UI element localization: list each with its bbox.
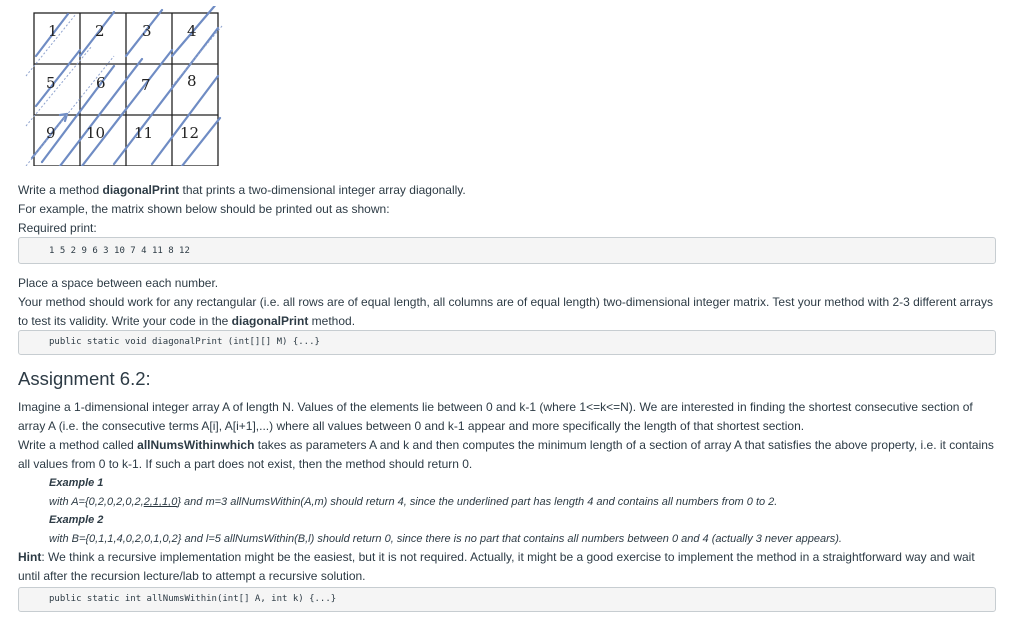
all-nums-within-signature: public static int allNumsWithin(int[] A, int k) {...} (18, 587, 996, 612)
cell-9: 9 (46, 124, 56, 142)
intro-line-2: For example, the matrix shown below should be printed out as shown: (18, 202, 390, 216)
intro-line-1 (18, 181, 998, 200)
intro-line-4: Place a space between each number. (18, 276, 219, 290)
intro-line-5-post: method. (308, 314, 356, 328)
cell-5: 5 (46, 74, 56, 92)
cell-1: 1 (48, 22, 58, 40)
cell-6: 6 (96, 74, 106, 92)
cell-12: 12 (180, 124, 200, 142)
assignment-method-name: allNumsWithinwhich (137, 438, 255, 452)
example-1-underlined: 2,1,1,0 (143, 496, 178, 508)
cell-3: 3 (142, 22, 152, 40)
intro-line-1-post: that prints a two-dimensional integer array diagonally. (179, 183, 466, 197)
required-print-box: 1 5 2 9 6 3 10 7 4 11 8 12 (18, 237, 996, 264)
intro-line-1-pre: Write a method (18, 183, 103, 197)
diagonal-print-signature: public static void diagonalPrint (int[][] M) {...} (18, 330, 996, 355)
matrix-svg (22, 6, 224, 166)
assignment-title: Assignment 6.2: (18, 368, 151, 389)
hint-text: : We think a recursive implementation might be the easiest, but it is not required. Actually, it might be a good exercise to implement the method in a straightforward way and wait until after the recursion lecture/lab to attempt a recursive solution. (18, 550, 975, 583)
example-2-title: Example 2 (49, 514, 104, 526)
cell-7: 7 (141, 76, 151, 94)
cell-11: 11 (134, 124, 154, 142)
assignment-para-2-post: takes as parameters A and k and then computes the minimum length of a section of array A that satisfies the above property, i.e. it contains all values from 0 to k-1. If such a part does not exist, then the method should return 0. (18, 438, 994, 471)
example-1-pre: with A={0,2,0,2,0,2, (49, 496, 144, 508)
cell-2: 2 (95, 22, 105, 40)
hint-paragraph (18, 548, 998, 586)
intro-line-5 (18, 293, 998, 331)
hint-label: Hint (18, 550, 42, 564)
example-1-text (49, 493, 999, 512)
cell-8: 8 (187, 72, 197, 90)
example-1-title: Example 1 (49, 477, 104, 489)
cell-10: 10 (86, 124, 106, 142)
assignment-para-2 (18, 436, 998, 474)
example-2-text: with B={0,1,1,4,0,2,0,1,0,2} and l=5 allNumsWithin(B,l) should return 0, since there is no part that contains all numbers between 0 and 4 (actually 3 never appears). (49, 533, 842, 545)
cell-4: 4 (187, 22, 197, 40)
assignment-para-1: Imagine a 1-dimensional integer array A of length N. Values of the elements lie between 0 and k-1 (where 1<=k<=N). We are interested in finding the shortest consecutive section of array A (i.e. the consecutive terms A[i], A[i+1],...) where all values between 0 and k-1 appear and more specifically the length of that shortest section. (18, 400, 973, 433)
assignment-para-2-pre: Write a method called (18, 438, 138, 452)
intro-line-3: Required print: (18, 221, 97, 235)
example-1-post: } and m=3 allNumsWithin(A,m) should return 4, since the underlined part has length 4 and contains all numbers from 0 to 2. (177, 496, 778, 508)
intro-line-5-pre: Your method should work for any rectangular (i.e. all rows are of equal length, all columns are of equal length) two-dimensional integer matrix. Test your method with 2-3 different arrays to test its validity. Write your code in the (18, 295, 993, 328)
intro-method-name: diagonalPrint (102, 183, 180, 197)
diagonal-matrix-figure (22, 6, 224, 166)
intro-line-5-method: diagonalPrint (231, 314, 309, 328)
